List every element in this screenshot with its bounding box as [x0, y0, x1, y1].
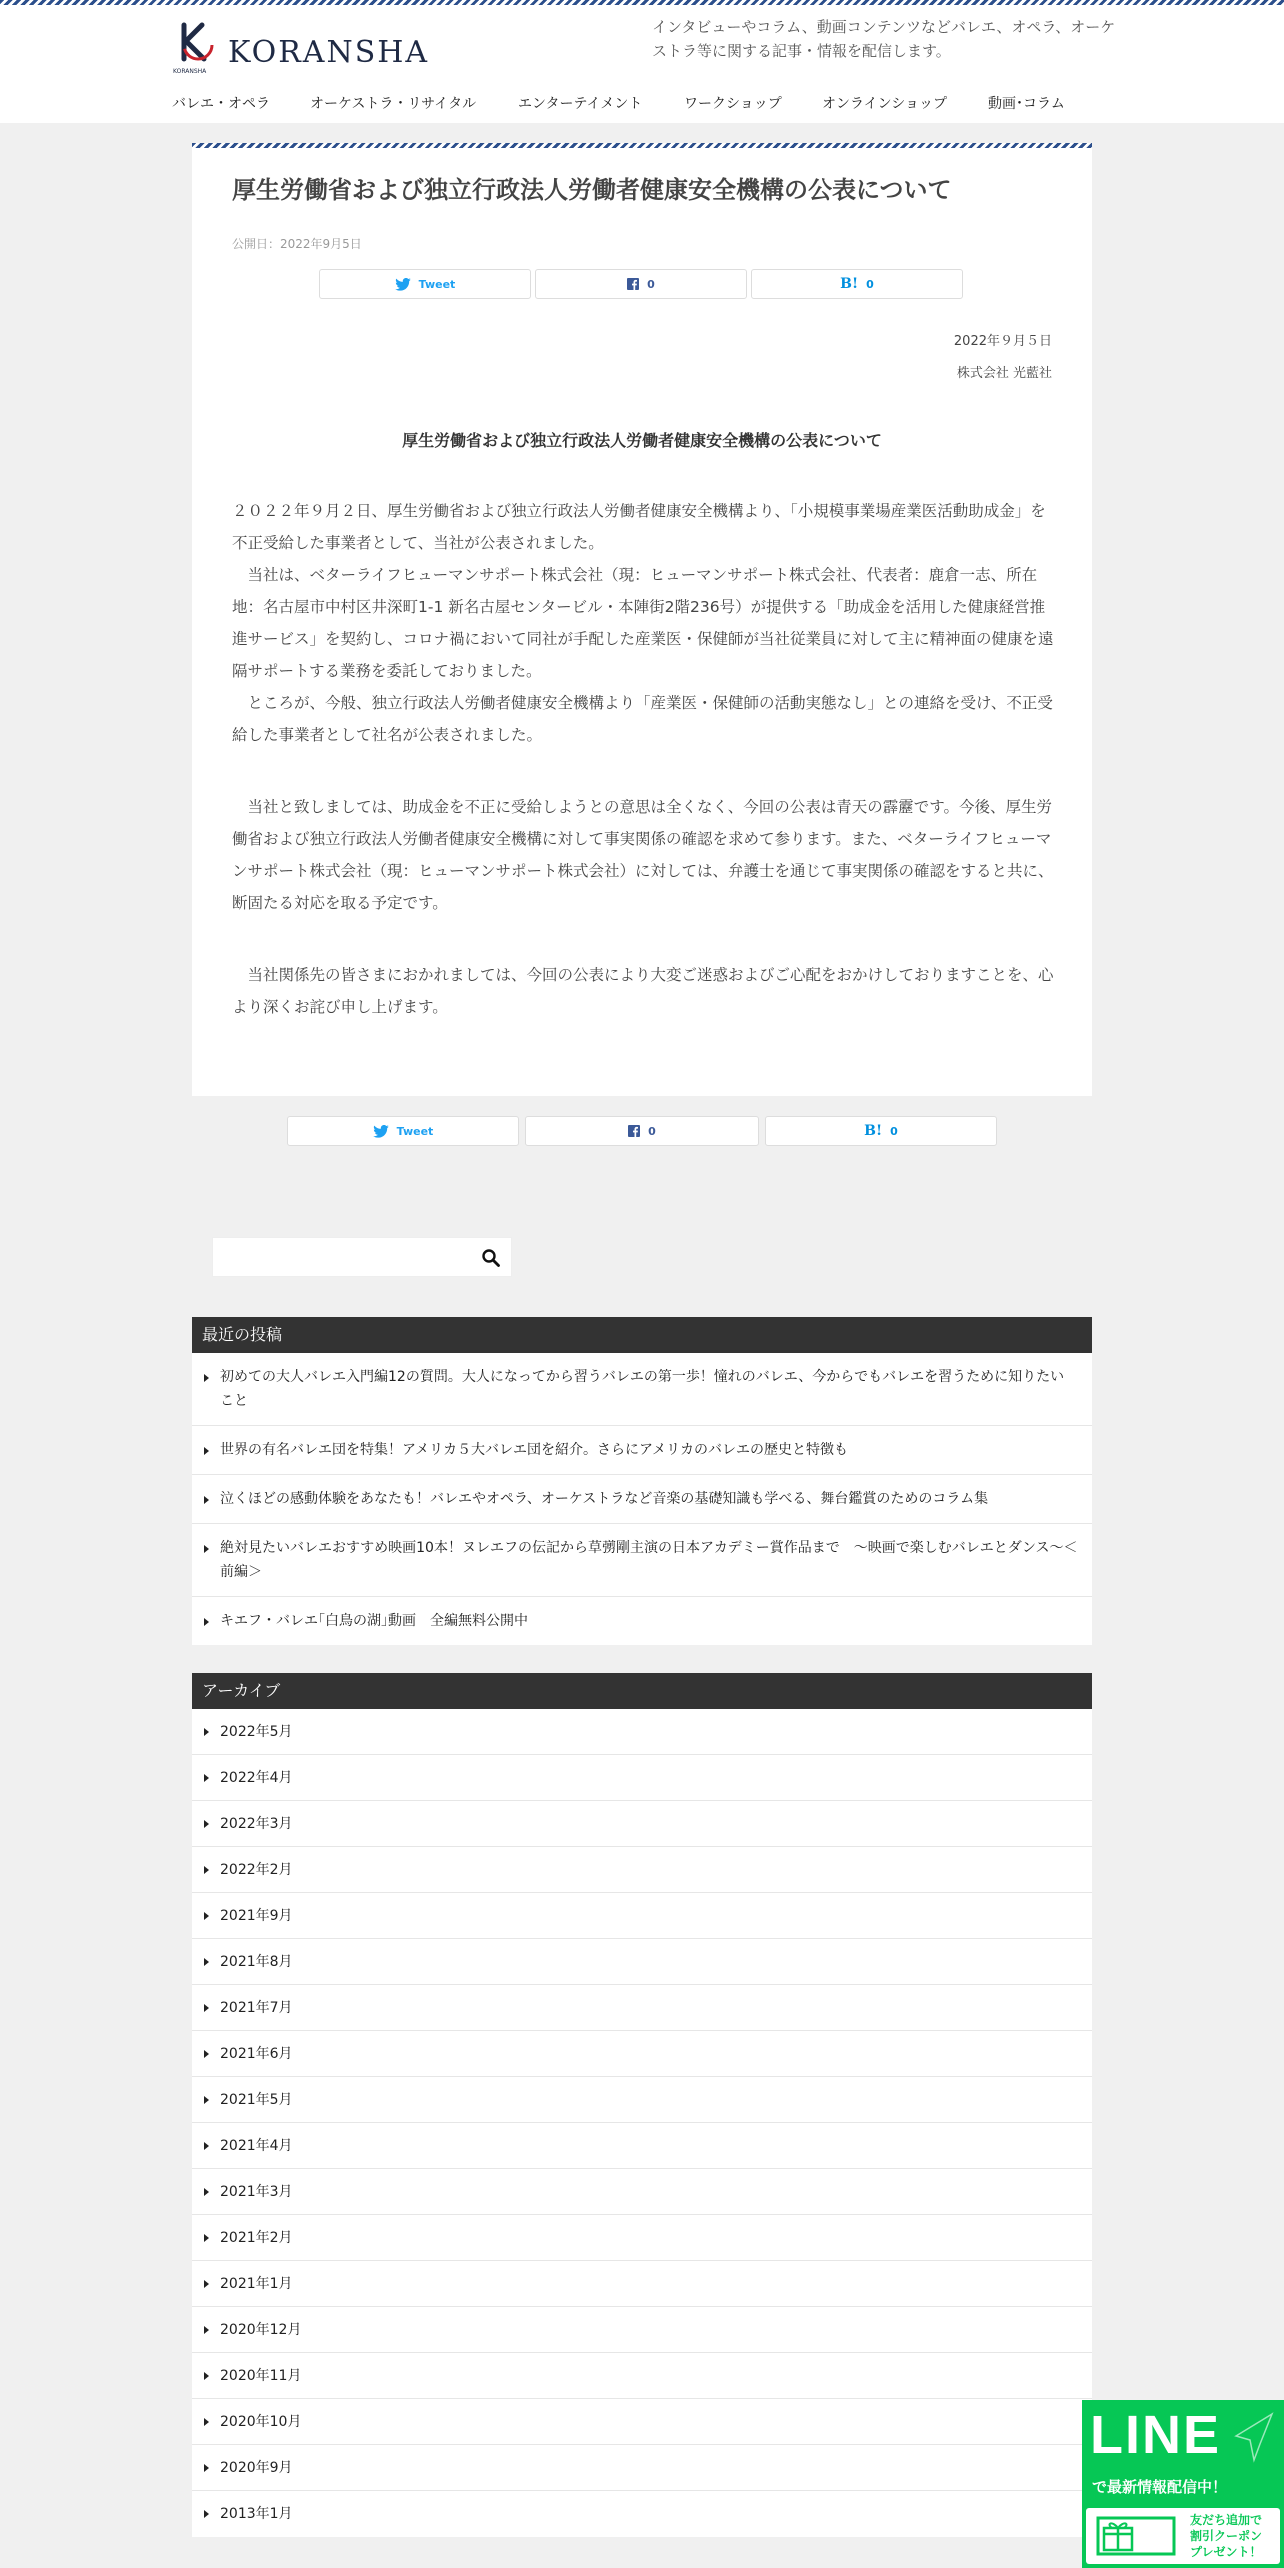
- nav-item-online-shop[interactable]: オンラインショップ: [822, 96, 947, 112]
- facebook-icon: [627, 278, 639, 290]
- archive-item[interactable]: [192, 2261, 1092, 2307]
- recent-post-link[interactable]: 世界の有名バレエ団を特集！アメリカ５大バレエ団を紹介。さらにアメリカのバレエの歴史と特徴も: [220, 1442, 849, 1458]
- nav-item-video-column[interactable]: 動画･コラム: [988, 96, 1065, 112]
- archive-link[interactable]: 2021年9月: [220, 1908, 293, 1924]
- recent-post-item[interactable]: [192, 1475, 1092, 1524]
- recent-post-item[interactable]: [192, 1353, 1092, 1426]
- bottom-tweet-label: Tweet: [396, 1124, 434, 1138]
- line-logo: LINE: [1090, 2405, 1222, 2465]
- archive-item[interactable]: [192, 1847, 1092, 1893]
- bottom-tweet-button[interactable]: [287, 1116, 519, 1146]
- search-input[interactable]: [213, 1238, 463, 1276]
- archive-link[interactable]: 2022年2月: [220, 1862, 293, 1878]
- twitter-icon: [395, 278, 411, 291]
- twitter-icon: [373, 1125, 389, 1138]
- recent-post-link[interactable]: キエフ・バレエ｢白鳥の湖｣動画 全編無料公開中: [220, 1613, 528, 1629]
- bottom-hatena-bookmark-button[interactable]: [765, 1116, 997, 1146]
- logo-text: KORANSHA: [228, 35, 430, 70]
- arrow-right-icon: [204, 2372, 209, 2380]
- recent-post-link[interactable]: 泣くほどの感動体験をあなたも！バレエやオペラ、オーケストラなど音楽の基礎知識も学べる、舞台鑑賞のためのコラム集: [220, 1491, 989, 1507]
- archive-item[interactable]: [192, 1755, 1092, 1801]
- archive-link[interactable]: 2013年1月: [220, 2506, 293, 2522]
- company-name: 株式会社 光藍社: [956, 366, 1052, 381]
- arrow-right-icon: [204, 2418, 209, 2426]
- arrow-right-icon: [204, 2326, 209, 2334]
- bottom-facebook-count: 0: [648, 1124, 656, 1138]
- archive-item[interactable]: [192, 2169, 1092, 2215]
- archive-item[interactable]: [192, 2399, 1092, 2445]
- archive-item[interactable]: [192, 2307, 1092, 2353]
- line-friend-banner[interactable]: [1082, 2400, 1284, 2568]
- archive-item[interactable]: [192, 1709, 1092, 1755]
- tweet-label: Tweet: [418, 277, 456, 291]
- coupon-box: [1086, 2508, 1280, 2564]
- archive-link[interactable]: 2021年5月: [220, 2092, 293, 2108]
- site-header: [0, 5, 1284, 123]
- arrow-right-icon: [204, 2096, 209, 2104]
- nav-item-ballet-opera[interactable]: バレエ・オペラ: [172, 96, 270, 112]
- arrow-right-icon: [204, 2234, 209, 2242]
- archive-link[interactable]: 2021年6月: [220, 2046, 293, 2062]
- archive-item[interactable]: [192, 2445, 1092, 2491]
- arrow-right-icon: [204, 2188, 209, 2196]
- line-subtitle: で最新情報配信中！: [1092, 2478, 1228, 2496]
- hatena-icon: B!: [864, 1123, 883, 1139]
- archive-title: アーカイブ: [192, 1673, 1092, 1709]
- article: [192, 143, 1092, 1096]
- nav-item-workshop[interactable]: ワークショップ: [684, 96, 782, 112]
- nav-item-entertainment[interactable]: エンターテイメント: [518, 96, 643, 112]
- search-box: [212, 1237, 512, 1277]
- statement-date: 2022年９月５日: [953, 334, 1052, 349]
- arrow-right-icon: [204, 2510, 209, 2518]
- hatena-count: 0: [866, 277, 874, 291]
- recent-post-link[interactable]: 初めての大人バレエ入門編12の質問。大人になってから習うバレエの第一歩！憧れのバレエ、今からでもバレエを習うために知りたいこと: [220, 1369, 1065, 1409]
- archive-link[interactable]: 2020年12月: [220, 2322, 302, 2338]
- arrow-right-icon: [204, 2142, 209, 2150]
- paragraph-4: 当社と致しましては、助成金を不正に受給しようとの意思は全くなく、今回の公表は青天の霹靂です。今後、厚生労働省および独立行政法人労働者健康安全機構に対して事実関係の確認を求めて参ります。また、ベターライフヒューマンサポート株式会社（現：ヒューマンサポート株式会社）に対しては、弁護士を通じて事実関係の確認をすると共に、断固たる対応を取る予定です。: [232, 798, 1054, 912]
- recent-posts-title: 最近の投稿: [192, 1317, 1092, 1353]
- archive-item[interactable]: [192, 2491, 1092, 2537]
- archive-widget: [192, 1673, 1092, 2537]
- archive-item[interactable]: [192, 2123, 1092, 2169]
- archive-item[interactable]: [192, 2215, 1092, 2261]
- tweet-button[interactable]: [319, 269, 531, 299]
- paragraph-3: ところが、今般、独立行政法人労働者健康安全機構より「産業医・保健師の活動実態なし」との連絡を受け、不正受給した事業者として社名が公表されました。: [232, 694, 1053, 744]
- arrow-right-icon: [204, 2280, 209, 2288]
- arrow-right-icon: [204, 1618, 209, 1626]
- paragraph-2: 当社は、ベターライフヒューマンサポート株式会社（現：ヒューマンサポート株式会社、代表者：鹿倉一志、所在地：名古屋市中村区井深町1-1 新名古屋センタービル・本陣街2階236号）が提供する「助成金を活用した健康経営推進サービス」を契約し、コロナ禍において同社が手配した産業医・保健師が当社従業員に対して主に精神面の健康を遠隔サポートする業務を委託しておりました。: [232, 566, 1054, 680]
- archive-item[interactable]: [192, 2077, 1092, 2123]
- archive-link[interactable]: 2021年3月: [220, 2184, 293, 2200]
- arrow-right-icon: [204, 1866, 209, 1874]
- arrow-right-icon: [204, 2464, 209, 2472]
- site-logo[interactable]: [172, 19, 430, 75]
- archive-link[interactable]: 2021年8月: [220, 1954, 293, 1970]
- paragraph-5: 当社関係先の皆さまにおかれましては、今回の公表により大変ご迷惑およびご心配をおかけしておりますことを、心より深くお詫び申し上げます。: [232, 966, 1054, 1016]
- arrow-right-icon: [204, 2004, 209, 2012]
- arrow-right-icon: [204, 2050, 209, 2058]
- hatena-bookmark-button[interactable]: [751, 269, 963, 299]
- facebook-icon: [628, 1125, 640, 1137]
- archive-link[interactable]: 2022年3月: [220, 1816, 293, 1832]
- archive-link[interactable]: 2022年5月: [220, 1724, 293, 1740]
- coupon-line-3: プレゼント！: [1190, 2545, 1262, 2559]
- archive-link[interactable]: 2020年10月: [220, 2414, 302, 2430]
- nav-item-orchestra-recital[interactable]: オーケストラ・リサイタル: [310, 96, 477, 112]
- site-tagline: インタビューやコラム、動画コンテンツなどバレエ、オペラ、オーケストラ等に関する記事・情報を配信します。: [652, 18, 1116, 60]
- publish-date: 公開日：2022年9月5日: [232, 237, 362, 251]
- archive-item[interactable]: [192, 1985, 1092, 2031]
- coupon-line-2: 割引クーポン: [1190, 2529, 1263, 2543]
- archive-item[interactable]: [192, 1893, 1092, 1939]
- recent-post-item[interactable]: [192, 1524, 1092, 1597]
- arrow-right-icon: [204, 1496, 209, 1504]
- hatena-icon: B!: [840, 276, 859, 292]
- article-stripe: [192, 143, 1092, 148]
- arrow-right-icon: [204, 1545, 209, 1553]
- arrow-right-icon: [204, 1728, 209, 1736]
- recent-post-item[interactable]: [192, 1597, 1092, 1645]
- archive-link[interactable]: 2020年9月: [220, 2460, 293, 2476]
- logo-small-text: KORANSHA: [173, 68, 207, 75]
- archive-item[interactable]: [192, 1801, 1092, 1847]
- archive-link[interactable]: 2021年7月: [220, 2000, 293, 2016]
- archive-item[interactable]: [192, 1939, 1092, 1985]
- recent-post-item[interactable]: [192, 1426, 1092, 1475]
- archive-link[interactable]: 2021年1月: [220, 2276, 293, 2292]
- archive-link[interactable]: 2021年4月: [220, 2138, 293, 2154]
- archive-link[interactable]: 2021年2月: [220, 2230, 293, 2246]
- body-heading: 厚生労働省および独立行政法人労働者健康安全機構の公表について: [402, 431, 882, 450]
- arrow-right-icon: [204, 1912, 209, 1920]
- archive-item[interactable]: [192, 2353, 1092, 2399]
- arrow-right-icon: [204, 1374, 209, 1382]
- recent-posts-widget: [192, 1317, 1092, 1645]
- coupon-text: [1190, 2512, 1278, 2560]
- arrow-right-icon: [204, 1774, 209, 1782]
- bottom-hatena-count: 0: [890, 1124, 898, 1138]
- facebook-share-button[interactable]: [535, 269, 747, 299]
- arrow-right-icon: [204, 1820, 209, 1828]
- facebook-count: 0: [647, 277, 655, 291]
- bottom-facebook-share-button[interactable]: [525, 1116, 759, 1146]
- coupon-line-1: 友だち追加で: [1190, 2513, 1263, 2527]
- recent-post-link[interactable]: 絶対見たいバレエおすすめ映画10本！ヌレエフの伝記から草彅剛主演の日本アカデミー賞作品まで ～映画で楽しむバレエとダンス～＜前編＞: [220, 1540, 1078, 1580]
- gift-box-icon: [1094, 2514, 1178, 2558]
- arrow-right-icon: [204, 1958, 209, 1966]
- archive-link[interactable]: 2020年11月: [220, 2368, 302, 2384]
- article-title: 厚生労働省および独立行政法人労働者健康安全機構の公表について: [232, 176, 952, 204]
- paper-plane-icon: [1232, 2410, 1276, 2466]
- archive-link[interactable]: 2022年4月: [220, 1770, 293, 1786]
- arrow-right-icon: [204, 1447, 209, 1455]
- search-icon[interactable]: [481, 1248, 501, 1268]
- koransha-logo-icon: [172, 19, 220, 75]
- archive-item[interactable]: [192, 2031, 1092, 2077]
- paragraph-1: ２０２２年９月２日、厚生労働省および独立行政法人労働者健康安全機構より、「小規模事業場産業医活動助成金」を不正受給した事業者として、当社が公表されました。: [232, 502, 1046, 552]
